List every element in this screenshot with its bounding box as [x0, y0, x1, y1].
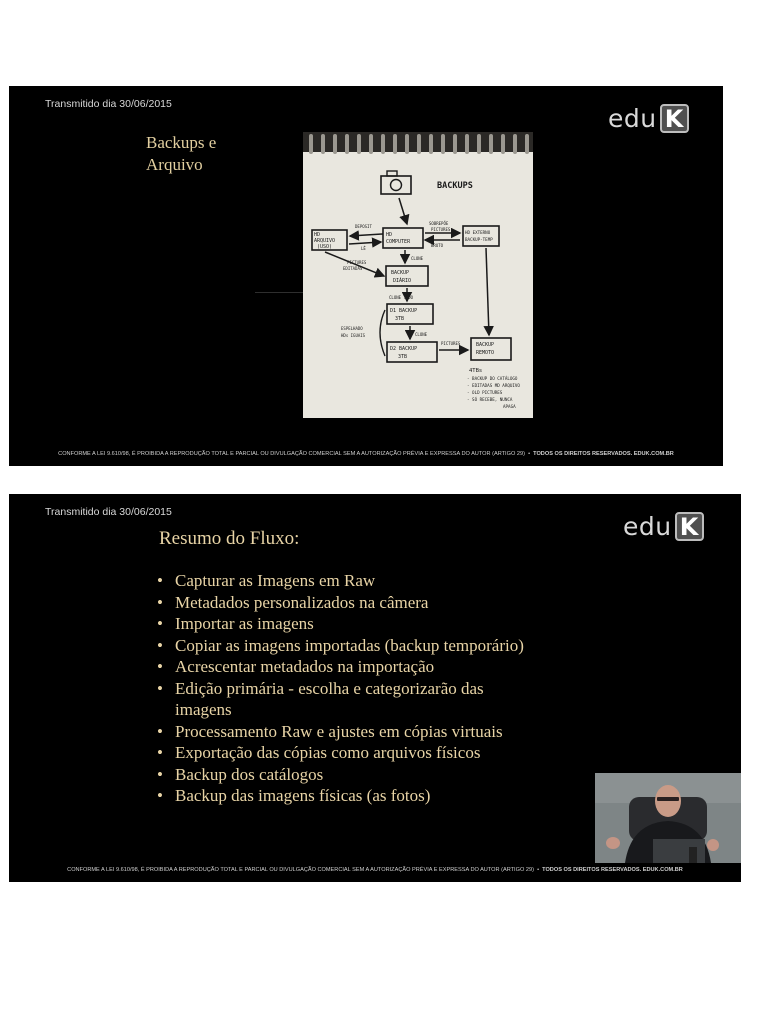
- eduk-logo: [608, 104, 689, 133]
- footer-rights: TODOS OS DIREITOS RESERVADOS. EDUK.COM.BR: [533, 451, 674, 457]
- arrow-label: HDs IGUAIS: [341, 333, 366, 338]
- node-label: 3TB: [395, 316, 405, 322]
- arrow-label: ESPELHADO: [341, 326, 363, 331]
- arrow-label: PICTURES: [441, 341, 461, 346]
- arrow-label: PICTURES: [347, 260, 367, 265]
- spiral-ring: [441, 134, 445, 154]
- spiral-ring: [381, 134, 385, 154]
- spiral-ring: [369, 134, 373, 154]
- list-item: • Exportação das cópias como arquivos físicos: [157, 742, 524, 764]
- footer-rights: TODOS OS DIREITOS RESERVADOS. EDUK.COM.BR: [542, 867, 683, 873]
- broadcast-date: Transmitido dia 30/06/2015: [45, 506, 172, 518]
- node-label: HD: [386, 232, 393, 238]
- arrow-label: CLONE: [411, 256, 424, 261]
- laptop: [653, 839, 705, 863]
- list-item: • Capturar as Imagens em Raw: [157, 570, 524, 592]
- slide-resumo-do-fluxo: [9, 494, 741, 882]
- spiral-ring: [393, 134, 397, 154]
- node-label: 3TB: [398, 354, 408, 360]
- spiral-ring: [477, 134, 481, 154]
- arrow-label: CLONE: [415, 332, 428, 337]
- node-label: BACKUP: [391, 270, 410, 276]
- footer-separator: •: [537, 867, 540, 873]
- slide-backups-e-arquivo: [9, 86, 723, 466]
- node-label: D1 BACKUP: [390, 308, 418, 314]
- logo-k-icon: K: [660, 104, 689, 133]
- node-label: (USO): [317, 244, 333, 250]
- spiral-ring: [525, 134, 529, 154]
- slide-title: [146, 132, 216, 176]
- list-item: • Backup das imagens físicas (as fotos): [157, 785, 524, 807]
- note-line: - OLD PICTURES: [467, 390, 503, 395]
- slide-title: Resumo do Fluxo:: [159, 528, 300, 549]
- presenter-webcam: [595, 773, 741, 863]
- logo-text: edu: [623, 512, 672, 541]
- list-item: • Importar as imagens: [157, 613, 524, 635]
- copyright-footer: [9, 867, 741, 882]
- spiral-ring: [309, 134, 313, 154]
- note-line: 4TBs: [469, 368, 483, 374]
- spiral-ring: [489, 134, 493, 154]
- footer-separator: •: [528, 451, 531, 457]
- arrow-label: BRUTO: [431, 243, 444, 248]
- camera-icon: [381, 171, 411, 194]
- node-label: REMOTO: [476, 350, 495, 356]
- spiral-ring: [501, 134, 505, 154]
- spiral-ring: [321, 134, 325, 154]
- eduk-logo: [623, 512, 704, 541]
- arrow-label: DEPOSIT: [355, 224, 372, 229]
- note-line: - SÓ RECEBE, NUNCA: [467, 397, 513, 402]
- node-label: COMPUTER: [386, 239, 411, 245]
- list-item: • Acrescentar metadados na importação: [157, 656, 524, 678]
- node-hd-computer: [383, 228, 423, 248]
- logo-text: edu: [608, 104, 657, 133]
- mirror-bracket: [380, 310, 385, 356]
- slide-title-line: Backups e: [146, 133, 217, 152]
- node-hd-externo: [463, 226, 499, 246]
- spiral-ring: [465, 134, 469, 154]
- sketch-heading: BACKUPS: [437, 181, 473, 191]
- spiral-ring: [429, 134, 433, 154]
- list-item: • Edição primária - escolha e categorizarão das: [157, 678, 524, 700]
- node-d2-backup: [387, 342, 437, 362]
- node-label: ARQUIVO: [314, 238, 336, 244]
- arrow-label: LÊ: [361, 246, 366, 251]
- list-item: • Copiar as imagens importadas (backup temporário): [157, 635, 524, 657]
- node-label: D2 BACKUP: [390, 346, 418, 352]
- spiral-ring: [417, 134, 421, 154]
- node-label: HD: [314, 232, 321, 238]
- pointer-line: [255, 292, 303, 293]
- spiral-ring: [405, 134, 409, 154]
- list-item: • Metadados personalizados na câmera: [157, 592, 524, 614]
- slide-title-line: Arquivo: [146, 155, 203, 174]
- node-label: BACKUP: [476, 342, 495, 348]
- arrow-label: EDITADAS: [343, 266, 363, 271]
- list-item-continuation: imagens: [175, 700, 232, 719]
- node-label: HD EXTERNO: [465, 230, 491, 235]
- footer-notice: CONFORME A LEI 9.610/98, É PROIBIDA A REPRODUÇÃO TOTAL E PARCIAL OU DIVULGAÇÃO COMERCIAL SEM A AUTORIZAÇÃO PRÉVIA E EXPRESSA DO AUTOR (ARTIGO 29): [67, 867, 534, 873]
- node-d1-backup: [387, 304, 433, 324]
- note-line: - EDITADAS MD ARQUIVO: [467, 383, 520, 388]
- copyright-footer: [9, 451, 723, 466]
- spiral-ring: [345, 134, 349, 154]
- arrow-label: PICTURES: [431, 227, 451, 232]
- spiral-ring: [333, 134, 337, 154]
- footer-notice: CONFORME A LEI 9.610/98, É PROIBIDA A REPRODUÇÃO TOTAL E PARCIAL OU DIVULGAÇÃO COMERCIAL SEM A AUTORIZAÇÃO PRÉVIA E EXPRESSA DO AUTOR (ARTIGO 29): [58, 451, 525, 457]
- list-item: • Processamento Raw e ajustes em cópias virtuais: [157, 721, 524, 743]
- arrow-label: CLONE TODO: [389, 295, 414, 300]
- backup-sketch-notebook: [303, 132, 533, 418]
- spiral-ring: [357, 134, 361, 154]
- arrow-label: SOBREPÕE: [429, 221, 449, 226]
- list-item: • Backup dos catálogos: [157, 764, 524, 786]
- note-line: - BACKUP DO CATÁLOGO: [467, 376, 518, 381]
- broadcast-date: Transmitido dia 30/06/2015: [45, 98, 172, 110]
- spiral-ring: [453, 134, 457, 154]
- workflow-list: [157, 570, 524, 807]
- note-line: APAGA: [503, 404, 516, 409]
- logo-k-icon: K: [675, 512, 704, 541]
- node-label: BACKUP-TEMP: [465, 237, 493, 242]
- node-label: DIÁRIO: [393, 278, 412, 284]
- spiral-ring: [513, 134, 517, 154]
